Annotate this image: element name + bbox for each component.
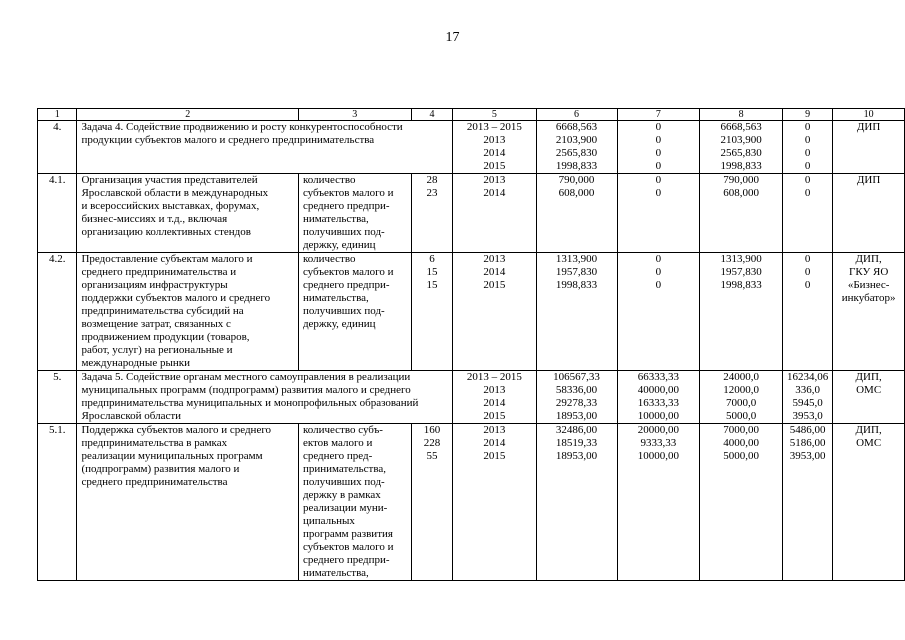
- cell-line: нимательства,: [302, 292, 369, 304]
- federal-funding: [617, 253, 700, 371]
- cell-line: Ярославской области: [81, 410, 182, 422]
- indicator-name: [298, 424, 411, 581]
- cell-line: 2015: [483, 450, 506, 462]
- cell-line: 58336,00: [555, 384, 598, 396]
- local-funding: [783, 424, 833, 581]
- executor: [833, 424, 905, 581]
- cell-line: 0: [804, 253, 811, 265]
- cell-line: организациям инфраструктуры: [81, 279, 228, 291]
- cell-line: 7000,00: [723, 424, 760, 436]
- federal-funding: [617, 371, 700, 424]
- cell-line: 9333,33: [640, 437, 677, 449]
- indicator-values: [411, 174, 453, 253]
- column-number: 8: [700, 109, 783, 121]
- cell-line: ДИП,: [855, 371, 882, 383]
- indicator-name: [298, 174, 411, 253]
- cell-line: 3953,00: [789, 450, 826, 462]
- cell-line: держку в рамках: [302, 489, 381, 501]
- total-funding: [536, 371, 617, 424]
- years: [453, 121, 536, 174]
- cell-line: 2013: [483, 253, 506, 265]
- cell-line: 5486,00: [789, 424, 826, 436]
- cell-line: 2015: [483, 410, 506, 422]
- cell-line: Предоставление субъектам малого и: [81, 253, 253, 265]
- local-funding: [783, 371, 833, 424]
- cell-line: ДИП,: [855, 424, 882, 436]
- cell-line: 1957,830: [555, 266, 598, 278]
- cell-line: ДИП: [856, 174, 881, 186]
- cell-line: получивших под-: [302, 476, 385, 488]
- cell-line: 1957,830: [720, 266, 762, 278]
- cell-line: 6668,563: [720, 121, 762, 133]
- column-number: 10: [833, 109, 905, 121]
- cell-line: 0: [655, 253, 662, 265]
- cell-line: 24000,0: [723, 371, 760, 383]
- program-table: [37, 108, 905, 581]
- cell-line: количество субъ-: [302, 424, 383, 436]
- cell-line: предпринимательства в рамках: [81, 437, 228, 449]
- cell-line: держку, единиц: [302, 239, 376, 251]
- regional-funding: [700, 174, 783, 253]
- cell-line: и всероссийских выставках, форумах,: [81, 200, 260, 212]
- cell-line: 6: [429, 253, 435, 265]
- years: [453, 371, 536, 424]
- cell-line: Организация участия представителей: [81, 174, 258, 186]
- cell-line: 15: [426, 266, 438, 278]
- cell-line: 0: [804, 134, 811, 146]
- cell-line: 55: [426, 450, 438, 462]
- executor: [833, 371, 905, 424]
- cell-line: 2013: [483, 174, 506, 186]
- cell-line: 1998,833: [720, 279, 762, 291]
- cell-line: 2014: [483, 147, 506, 159]
- cell-line: 18953,00: [555, 410, 598, 422]
- cell-line: принимательства,: [302, 463, 387, 475]
- cell-line: 2013: [483, 424, 506, 436]
- cell-line: 2103,900: [555, 134, 598, 146]
- cell-line: 336,0: [795, 384, 821, 396]
- cell-line: муниципальных программ (подпрограмм) развития малого и среднего: [81, 384, 411, 396]
- cell-line: 2565,830: [720, 147, 762, 159]
- cell-line: ГКУ ЯО: [848, 266, 889, 278]
- cell-line: 0: [655, 187, 662, 199]
- cell-line: 2015: [483, 279, 506, 291]
- column-number: 3: [298, 109, 411, 121]
- cell-line: 18953,00: [555, 450, 598, 462]
- cell-line: среднего предпри-: [302, 279, 390, 291]
- column-numbers-row: [38, 109, 905, 121]
- federal-funding: [617, 424, 700, 581]
- executor: [833, 121, 905, 174]
- cell-line: предпринимательства субсидий на: [81, 305, 244, 317]
- local-funding: [783, 174, 833, 253]
- cell-line: 7000,0: [726, 397, 757, 409]
- cell-line: 6668,563: [555, 121, 598, 133]
- cell-line: 10000,00: [637, 450, 680, 462]
- federal-funding: [617, 174, 700, 253]
- cell-line: 790,000: [558, 174, 595, 186]
- cell-line: получивших под-: [302, 305, 385, 317]
- cell-line: субъектов малого и: [302, 541, 394, 553]
- cell-line: 0: [655, 266, 662, 278]
- indicator-values: [411, 424, 453, 581]
- cell-line: ципальных: [302, 515, 355, 527]
- cell-line: бизнес-миссиях и т.д., включая: [81, 213, 228, 225]
- column-number: 6: [536, 109, 617, 121]
- column-number: 1: [38, 109, 77, 121]
- cell-line: 32486,00: [555, 424, 598, 436]
- years: [453, 424, 536, 581]
- cell-line: 0: [804, 121, 811, 133]
- cell-line: 18519,33: [555, 437, 598, 449]
- cell-line: 12000,0: [723, 384, 760, 396]
- cell-line: Ярославской области в международных: [81, 187, 269, 199]
- cell-line: 66333,33: [637, 371, 680, 383]
- cell-line: 0: [804, 174, 811, 186]
- cell-line: международные рынки: [81, 357, 190, 369]
- indicator-name: [298, 253, 411, 371]
- row-number: 5.: [38, 371, 77, 424]
- cell-line: «Бизнес-: [847, 279, 890, 291]
- cell-line: ДИП,: [855, 253, 882, 265]
- cell-line: 16234,06: [787, 371, 829, 383]
- cell-line: 0: [655, 174, 662, 186]
- local-funding: [783, 121, 833, 174]
- cell-line: субъектов малого и: [302, 187, 394, 199]
- cell-line: ДИП: [856, 121, 881, 133]
- cell-line: среднего пред-: [302, 450, 373, 462]
- cell-line: 2013: [483, 134, 506, 146]
- cell-line: 0: [655, 121, 662, 133]
- cell-line: 2014: [483, 437, 506, 449]
- cell-line: возмещение затрат, связанных с: [81, 318, 231, 330]
- measure-row: [38, 174, 905, 253]
- task-row: [38, 371, 905, 424]
- regional-funding: [700, 371, 783, 424]
- cell-line: 0: [804, 279, 811, 291]
- local-funding: [783, 253, 833, 371]
- cell-line: 608,000: [723, 187, 760, 199]
- cell-line: ОМС: [856, 384, 882, 396]
- cell-line: 40000,00: [637, 384, 680, 396]
- table-body: [38, 109, 905, 581]
- cell-line: 160: [423, 424, 441, 436]
- cell-line: предпринимательства муниципальных и монопрофильных образований: [81, 397, 419, 409]
- row-number: 4.2.: [38, 253, 77, 371]
- cell-line: инкубатор»: [841, 292, 896, 304]
- cell-line: 2013: [483, 384, 506, 396]
- cell-line: держку, единиц: [302, 318, 376, 330]
- cell-line: 1998,833: [555, 279, 598, 291]
- cell-line: 29278,33: [555, 397, 598, 409]
- cell-line: 2013 – 2015: [466, 371, 522, 383]
- executor: [833, 253, 905, 371]
- cell-line: 10000,00: [637, 410, 680, 422]
- cell-line: 0: [804, 187, 811, 199]
- measure-name: [77, 253, 298, 371]
- cell-line: получивших под-: [302, 226, 385, 238]
- cell-line: 2565,830: [555, 147, 598, 159]
- cell-line: 1313,900: [720, 253, 762, 265]
- cell-line: 2013 – 2015: [466, 121, 522, 133]
- column-number: 9: [783, 109, 833, 121]
- total-funding: [536, 424, 617, 581]
- measure-name: [77, 174, 298, 253]
- cell-line: 2014: [483, 266, 506, 278]
- row-number: 4.: [38, 121, 77, 174]
- cell-line: ектов малого и: [302, 437, 373, 449]
- regional-funding: [700, 424, 783, 581]
- cell-line: реализации муни-: [302, 502, 388, 514]
- cell-line: количество: [302, 174, 356, 186]
- row-number: 5.1.: [38, 424, 77, 581]
- cell-line: 5945,0: [792, 397, 823, 409]
- indicator-values: [411, 253, 453, 371]
- row-number: 4.1.: [38, 174, 77, 253]
- cell-line: продукции субъектов малого и среднего предпринимательства: [81, 134, 375, 146]
- cell-line: среднего предпринимательства: [81, 476, 228, 488]
- years: [453, 174, 536, 253]
- cell-line: 1313,900: [555, 253, 598, 265]
- cell-line: 0: [804, 160, 811, 172]
- cell-line: работ, услуг) на региональные и: [81, 344, 233, 356]
- cell-line: 1998,833: [720, 160, 762, 172]
- cell-line: 0: [655, 147, 662, 159]
- cell-line: нимательства,: [302, 567, 369, 579]
- cell-line: 0: [804, 266, 811, 278]
- total-funding: [536, 174, 617, 253]
- cell-line: продвижением продукции (товаров,: [81, 331, 250, 343]
- cell-line: 228: [423, 437, 441, 449]
- cell-line: Поддержка субъектов малого и среднего: [81, 424, 272, 436]
- cell-line: 0: [804, 147, 811, 159]
- cell-line: реализации муниципальных программ: [81, 450, 263, 462]
- cell-line: 790,000: [723, 174, 760, 186]
- cell-line: 5000,0: [726, 410, 757, 422]
- cell-line: 608,000: [558, 187, 595, 199]
- cell-line: 23: [426, 187, 438, 199]
- column-number: 5: [453, 109, 536, 121]
- cell-line: поддержки субъектов малого и среднего: [81, 292, 271, 304]
- cell-line: 1998,833: [555, 160, 598, 172]
- cell-line: 3953,0: [792, 410, 823, 422]
- task-title: [77, 371, 453, 424]
- regional-funding: [700, 253, 783, 371]
- cell-line: 5000,00: [723, 450, 760, 462]
- column-number: 7: [617, 109, 700, 121]
- federal-funding: [617, 121, 700, 174]
- column-number: 4: [411, 109, 453, 121]
- cell-line: 16333,33: [637, 397, 680, 409]
- cell-line: 2103,900: [720, 134, 762, 146]
- cell-line: 20000,00: [637, 424, 680, 436]
- cell-line: 2014: [483, 397, 506, 409]
- regional-funding: [700, 121, 783, 174]
- cell-line: 0: [655, 134, 662, 146]
- cell-line: 28: [426, 174, 438, 186]
- cell-line: программ развития: [302, 528, 393, 540]
- cell-line: 15: [426, 279, 438, 291]
- cell-line: 2015: [483, 160, 506, 172]
- total-funding: [536, 121, 617, 174]
- cell-line: среднего предпри-: [302, 200, 390, 212]
- cell-line: 5186,00: [789, 437, 826, 449]
- cell-line: среднего предпринимательства и: [81, 266, 237, 278]
- measure-row: [38, 424, 905, 581]
- total-funding: [536, 253, 617, 371]
- cell-line: 4000,00: [723, 437, 760, 449]
- cell-line: 2014: [483, 187, 506, 199]
- measure-name: [77, 424, 298, 581]
- cell-line: 106567,33: [553, 371, 600, 383]
- cell-line: нимательства,: [302, 213, 369, 225]
- measure-row: [38, 253, 905, 371]
- cell-line: ОМС: [856, 437, 882, 449]
- cell-line: организацию коллективных стендов: [81, 226, 251, 238]
- cell-line: 0: [655, 160, 662, 172]
- years: [453, 253, 536, 371]
- cell-line: субъектов малого и: [302, 266, 394, 278]
- page-number: 17: [445, 30, 460, 45]
- cell-line: среднего предпри-: [302, 554, 390, 566]
- cell-line: количество: [302, 253, 356, 265]
- cell-line: (подпрограмм) развития малого и: [81, 463, 240, 475]
- cell-line: Задача 4. Содействие продвижению и росту конкурентоспособности: [81, 121, 403, 133]
- task-row: [38, 121, 905, 174]
- cell-line: 0: [655, 279, 662, 291]
- column-number: 2: [77, 109, 298, 121]
- executor: [833, 174, 905, 253]
- cell-line: Задача 5. Содействие органам местного самоуправления в реализации: [81, 371, 411, 383]
- task-title: [77, 121, 453, 174]
